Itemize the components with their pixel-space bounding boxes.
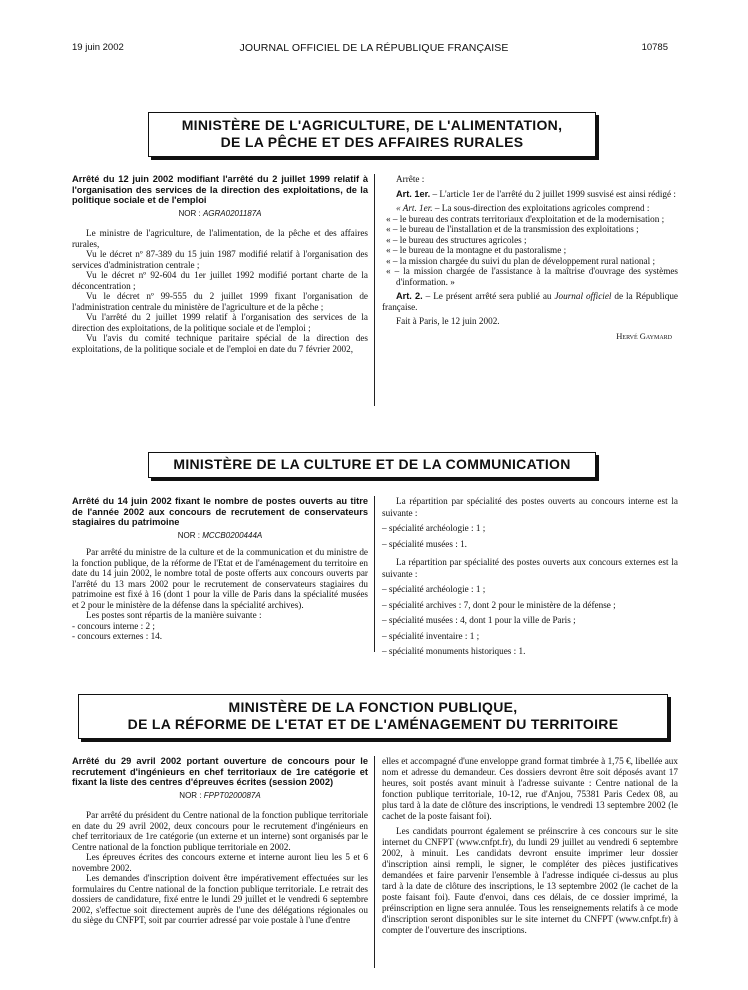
article-2-journal: Journal officiel [554, 291, 612, 301]
quoted-article [382, 203, 678, 214]
article-2-label: Art. 2. [396, 291, 423, 301]
list-item: – spécialité musées : 4, dont 1 pour la ville de Paris ; [382, 615, 576, 625]
column-divider [374, 496, 375, 652]
paragraph: Les candidats pourront également se préinscrire à ces concours sur le site internet du CNFPT (www.cnfpt.fr), du lundi 29 juillet au vendredi 6 septembre 2002, à minuit. Les candidats devront ensuite imprimer leur dossier d'inscription ainsi rempli, le signer, le compléter des pièces justificatives demandées et faire parvenir l'ensemble à l'adresse indiquée ci-dessus au plus tard à la date de clôture des inscriptions, le 13 septembre 2002 (le cachet de la poste faisant foi). Faute d'envoi, dans ces délais, de ce dossier imprimé, la préinscription en ligne sera annulée. Tous les renseignements relatifs à ce mode d'inscription seront disponibles sur le site internet du CNFPT (www.cnfpt.fr) à compter de l'ouverture des inscriptions. [382, 826, 678, 935]
nor-code: FPPT0200087A [203, 790, 261, 800]
paragraph: Les épreuves écrites des concours externe et interne auront lieu les 5 et 6 novembre 2002. [72, 852, 368, 873]
nor-label: NOR : [178, 208, 201, 218]
list-item: « – la mission chargée de l'assistance à la maîtrise d'ouvrage des systèmes d'information. » [386, 266, 678, 287]
paragraph: Vu le décret nº 99-555 du 2 juillet 1999 fixant l'organisation de l'administration centrale du ministère de l'agriculture et de la pêche ; [72, 291, 368, 312]
article-2 [382, 291, 678, 312]
paragraph: Vu l'avis du comité technique paritaire spécial de la direction des exploitations, de la politique sociale et de l'emploi en date du 7 février 2002, [72, 333, 368, 354]
ministry-title-line1: MINISTÈRE DE LA CULTURE ET DE LA COMMUNICATION [173, 456, 571, 472]
list-item: « – la mission chargée du suivi du plan de développement rural national ; [386, 255, 656, 266]
nor-label: NOR : [179, 790, 202, 800]
quoted-article-text: – La sous-direction des exploitations agricoles comprend : [432, 203, 650, 213]
nor-reference [72, 209, 368, 220]
list-item: - concours externes : 14. [72, 631, 163, 642]
decree-title: Arrêté du 14 juin 2002 fixant le nombre de postes ouverts au titre de l'année 2002 aux concours de recrutement de conservateurs stagiaires du patrimoine [72, 496, 368, 528]
paragraph: elles et accompagné d'une enveloppe grand format timbrée à 1,75 €, libellée aux nom et adresse du demandeur. Ces dossiers devront être soit déposés avant 17 heures, soit postés avant minuit à l'adresse suivante : Centre national de la fonction publique territoriale, 10-12, rue d'Anjou, 75381 Paris Cedex 08, au plus tard à la date de clôture des inscriptions, le vendredi 13 septembre 2002 (le cachet de la poste faisant foi). [382, 756, 678, 821]
article-1 [382, 189, 678, 200]
quoted-article-label: « Art. 1er. [396, 203, 433, 213]
ministry-title-line1: MINISTÈRE DE LA FONCTION PUBLIQUE, [228, 699, 518, 715]
list-item: – spécialité archéologie : 1 ; [382, 584, 486, 594]
article-2-text-end: de la République française. [382, 291, 678, 312]
header-date: 19 juin 2002 [72, 42, 124, 53]
ministry-title-line1: MINISTÈRE DE L'AGRICULTURE, DE L'ALIMENTATION, [181, 117, 563, 133]
ministry-box-fonction-publique [78, 694, 668, 739]
list-item: – spécialité inventaire : 1 ; [382, 630, 480, 641]
column-divider [374, 174, 375, 406]
section1-right-column [382, 174, 678, 341]
list-item: « – le bureau des contrats territoriaux d'exploitation et de la modernisation ; [386, 213, 665, 224]
ministry-box-agriculture [148, 112, 596, 157]
paragraph: Par arrêté du ministre de la culture et de la communication et du ministre de la fonction publique, de la réforme de l'Etat et de l'aménagement du territoire en date du 14 juin 2002, le nombre total de poste offerts aux concours ouverts par l'arrêté du 13 mars 2002 pour le recrutement de conservateurs stagiaires du patrimoine est fixé à 16 (dont 1 pour la ville de Paris dans la spécialité musées et 2 pour le ministère de la défense dans la spécialité archives). [72, 547, 368, 610]
section2-right-column [382, 496, 678, 658]
nor-label: NOR : [177, 530, 200, 540]
list-item: « – le bureau de l'installation et de la transmission des exploitations ; [386, 224, 639, 234]
header-page-number: 10785 [641, 42, 668, 53]
article-1-label: Art. 1er. [396, 188, 431, 199]
ministry-box-culture [148, 452, 596, 478]
list-item: « – le bureau de la montagne et du pastoralisme ; [386, 245, 567, 255]
paragraph: Les postes sont répartis de la manière suivante : [86, 610, 262, 621]
list-item: – spécialité monuments historiques : 1. [382, 646, 526, 656]
list-item: - concours interne : 2 ; [72, 620, 155, 631]
paragraph: La répartition par spécialité des postes ouverts au concours interne est la suivante : [382, 496, 678, 518]
list-item: « – le bureau des structures agricoles ; [386, 234, 527, 245]
paragraph: Le ministre de l'agriculture, de l'alimentation, de la pêche et des affaires rurales, [72, 228, 368, 249]
paragraph: Vu le décret nº 92-604 du 1er juillet 1992 modifié portant charte de la déconcentration ; [72, 270, 368, 291]
paragraph: La répartition par spécialité des postes ouverts aux concours externes est la suivante : [382, 557, 678, 579]
section2-left-column [72, 496, 368, 642]
section1-left-column [72, 174, 368, 354]
nor-reference [72, 791, 368, 802]
list-item: – spécialité archives : 7, dont 2 pour le ministère de la défense ; [382, 599, 616, 610]
column-divider [374, 756, 375, 968]
done-at: Fait à Paris, le 12 juin 2002. [396, 316, 500, 326]
arrete-label: Arrête : [396, 174, 425, 184]
paragraph: Par arrêté du président du Centre national de la fonction publique territoriale en date du 29 avril 2002, deux concours pour le recrutement d'ingénieurs en chef territoriaux de 1re catégorie (un externe et un interne) sont organisés par le Centre national de la fonction publique territoriale en 2002. [72, 810, 368, 852]
decree-title: Arrêté du 12 juin 2002 modifiant l'arrêté du 2 juillet 1999 relatif à l'organisation des services de la direction des exploitations, de la politique sociale et de l'emploi [72, 174, 368, 206]
paragraph: Vu le décret nº 87-389 du 15 juin 1987 modifié relatif à l'organisation des services d'administration centrale ; [72, 249, 368, 270]
paragraph: Vu l'arrêté du 2 juillet 1999 relatif à l'organisation des services de la direction des exploitations, de la politique sociale et de l'emploi ; [72, 312, 368, 333]
section3-right-column [382, 756, 678, 936]
signature: Hervé Gaymard [616, 330, 672, 341]
ministry-title-line2: DE LA PÊCHE ET DES AFFAIRES RURALES [220, 134, 524, 150]
article-1-text: – L'article 1er de l'arrêté du 2 juillet 1999 susvisé est ainsi rédigé : [430, 188, 676, 199]
decree-title: Arrêté du 29 avril 2002 portant ouverture de concours pour le recrutement d'ingénieurs en chef territoriaux de 1re catégorie et fixant la liste des centres d'épreuves écrites (session 2002) [72, 756, 368, 788]
section3-left-column [72, 756, 368, 926]
ministry-title-line2: DE LA RÉFORME DE L'ETAT ET DE L'AMÉNAGEMENT DU TERRITOIRE [127, 716, 619, 732]
nor-reference [72, 531, 368, 542]
nor-code: MCCB0200444A [202, 530, 263, 540]
list-item: – spécialité musées : 1. [382, 538, 467, 549]
list-item: – spécialité archéologie : 1 ; [382, 523, 486, 533]
nor-code: AGRA0201187A [202, 208, 262, 218]
article-2-text: – Le présent arrêté sera publié au [422, 291, 555, 301]
header-journal-title: JOURNAL OFFICIEL DE LA RÉPUBLIQUE FRANÇAISE [239, 42, 509, 54]
paragraph: Les demandes d'inscription doivent être impérativement effectuées sur les formulaires du Centre national de la fonction publique territoriale. Le retrait des dossiers de candidature, fixé entre le lundi 29 juillet et le vendredi 6 septembre 2002, s'effectue soit directement auprès de l'une des délégations régionales ou du siège du CNFPT, soit par courrier adressé par voie postale à l'une d'entre [72, 873, 368, 926]
